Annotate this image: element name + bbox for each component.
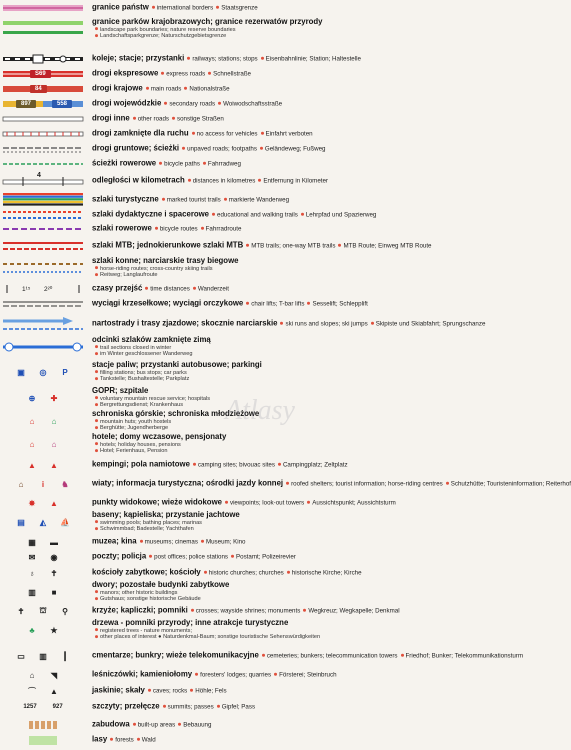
legend-title-pl: wiaty; informacja turystyczna; ośrodki jazdy konnej [92, 478, 284, 488]
legend-row [0, 157, 411, 171]
legend-row [0, 2, 411, 14]
legend-row [0, 387, 411, 409]
legend-title-en: MTB trails; one-way MTB trails [251, 242, 336, 250]
legend-title-pl: drogi gruntowe; ścieżki [92, 143, 180, 153]
legend-title-de: Nationalstraße [189, 85, 230, 93]
legend-title-pl: muzea; kina [92, 536, 137, 546]
legend-row [0, 733, 411, 747]
map-symbol-icon: ▦ [28, 537, 36, 547]
legend-symbol [0, 82, 86, 96]
legend-title-en: post offices; police stations [154, 553, 228, 561]
map-symbol-icon: ▲ [28, 460, 36, 470]
legend-title-de: Museum; Kino [205, 538, 246, 546]
legend-title-en: caves; rocks [152, 687, 188, 695]
legend-title-pl: drogi ekspresowe [92, 68, 159, 78]
map-symbol-icon: i [41, 479, 45, 489]
legend-row [0, 142, 411, 156]
legend-title-en: horse-riding routes; cross-country skiing trails [100, 265, 213, 272]
legend-title-de: Bebauung [183, 721, 212, 729]
legend-title-en: educational and walking trails [217, 211, 298, 219]
legend-symbol [0, 733, 86, 747]
map-symbol-icon: ⌂ [51, 439, 57, 449]
legend-title-de: Skipiste und Skiabfahrt; Sprungschanze [375, 320, 486, 328]
legend-title-en: landscape park boundaries; nature reserve boundaries [100, 26, 236, 33]
legend-row [0, 52, 411, 66]
map-symbol-icon: ⌂ [18, 479, 24, 489]
legend-text [92, 285, 407, 294]
legend-title-en: mountain huts; youth hostels [100, 418, 172, 425]
legend-title-en: filling stations; bus stops; car parks [100, 369, 187, 376]
legend-title-en: foresters' lodges; quarries [200, 671, 272, 679]
watermark: Atlasy [225, 395, 295, 426]
legend-title-alt: Gutshaus; sonstige historische Gebäude [100, 596, 201, 603]
legend-title-en: summits; passes [167, 703, 214, 711]
legend-title-pl: drzewa - pomniki przyrody; inne atrakcje turystyczne [92, 618, 289, 628]
legend-title-pl: odcinki szlaków zamknięte zimą [92, 335, 211, 345]
legend-text [92, 70, 407, 79]
legend-title-en: camping sites; bivouac sites [197, 461, 275, 469]
legend-symbol [0, 433, 86, 455]
legend-row [0, 237, 432, 255]
legend-text [92, 211, 407, 220]
map-symbol-icon: ⌂ [51, 416, 57, 426]
legend-title-en: built-up areas [137, 721, 176, 729]
legend-row [0, 67, 411, 81]
legend-text [92, 300, 407, 309]
legend-title-de: markierte Wanderweg [228, 196, 290, 204]
legend-symbol [0, 473, 86, 495]
legend-title-pl: nartostrady i trasy zjazdowe; skocznie narciarskie [92, 318, 278, 328]
map-symbol-icon: ■ [51, 587, 57, 597]
legend-title-pl: drogi wojewódzkie [92, 98, 162, 108]
legend-row [0, 433, 411, 455]
legend-title-de: sonstige Straßen [177, 115, 224, 123]
map-symbol-icon: ⌒ [28, 686, 36, 696]
legend-title-de: Försterei; Steinbruch [279, 671, 337, 679]
legend-symbol [0, 157, 86, 171]
legend-title-de: Postamt; Polizeirevier [236, 553, 296, 561]
legend-symbol [0, 237, 86, 255]
legend-title-en: manors; other historic buildings [100, 589, 178, 596]
legend-title-pl: szlaki konne; narciarskie trasy biegowe [92, 256, 239, 266]
map-symbol-icon: ◉ [50, 552, 58, 562]
legend-title-pl: leśniczówki; kamieniołomy [92, 669, 193, 679]
map-symbol-icon: ▲ [50, 498, 58, 508]
legend-title-de: Fahrradweg [207, 160, 241, 168]
legend-text [92, 569, 407, 578]
legend-row [0, 668, 411, 682]
legend-title-de: Eisenbahnlinie; Station; Haltestelle [265, 55, 361, 63]
legend-row [0, 581, 411, 603]
legend-title-en: main roads [150, 85, 182, 93]
elevation-label: 927 [52, 704, 63, 710]
elevation-label: 1257 [23, 704, 37, 710]
legend-title-pl: szlaki MTB; jednokierunkowe szlaki MTB [92, 240, 244, 250]
legend-text [92, 581, 407, 603]
legend-text [92, 703, 407, 712]
legend-row [0, 698, 411, 716]
legend-title-en: trail sections closed in winter [100, 344, 172, 351]
legend-title-pl: drogi inne [92, 113, 130, 123]
legend-title-de: Schnellstraße [213, 70, 252, 78]
legend-title-pl: granice państw [92, 2, 149, 12]
legend-title-de: Aussichtspunkt; Aussichtsturm [312, 499, 396, 507]
legend-title-de: Wegkreuz; Wegkapelle; Denkmal [308, 607, 400, 615]
legend-symbol [0, 387, 86, 409]
legend-text [92, 687, 407, 696]
legend-title-pl: drogi krajowe [92, 83, 143, 93]
legend-title-pl: hotele; domy wczasowe, pensjonaty [92, 432, 227, 442]
legend-row [0, 127, 411, 141]
legend-title-de: Campingplatz; Zeltplatz [282, 461, 348, 469]
legend-text [92, 511, 407, 533]
map-symbol-icon: ⌂ [29, 670, 35, 680]
map-symbol-icon: ▲ [50, 686, 58, 696]
legend-title-en: museums; cinemas [144, 538, 198, 546]
legend-title-pl: ścieżki rowerowe [92, 158, 157, 168]
legend-text [92, 4, 407, 13]
legend-title-en: express roads [166, 70, 206, 78]
legend-title-pl: odległości w kilometrach [92, 175, 185, 185]
legend-title-pl: poczty; policja [92, 551, 147, 561]
legend-row [0, 473, 571, 495]
legend-text [92, 650, 524, 661]
legend-symbol [0, 684, 86, 698]
legend-symbol [0, 112, 86, 126]
legend-row [0, 82, 411, 96]
legend-title-alt: Tankstelle; Bushaltestelle; Parkplatz [100, 376, 190, 383]
legend-symbol [0, 535, 86, 549]
legend-title-de: Woiwodschaftsstraße [223, 100, 283, 108]
distance-number: 4 [37, 172, 41, 179]
legend-row [0, 16, 411, 42]
legend-title-pl: granice parków krajobrazowych; granice rezerwatów przyrody [92, 17, 323, 27]
legend-title-en: marked tourist trails [166, 196, 221, 204]
legend-title-de: Wanderzeit [197, 285, 229, 293]
legend-text [92, 196, 407, 205]
legend-symbol [0, 619, 86, 641]
legend-text [92, 619, 407, 641]
legend-text [92, 410, 407, 432]
legend-text [92, 336, 407, 358]
legend-row [0, 496, 411, 510]
legend-title-en: viewpoints; look-out towers [229, 499, 305, 507]
legend-title-en: secondary roads [169, 100, 216, 108]
road-number-shield: 84 [30, 85, 47, 93]
map-symbol-icon: ✝ [17, 606, 25, 616]
legend-symbol [0, 566, 86, 580]
map-symbol-icon: ★ [50, 625, 58, 635]
legend-title-en: bicycle paths [164, 160, 200, 168]
legend-text [92, 145, 407, 154]
legend-row [0, 619, 411, 641]
legend-title-alt: im Winter geschlossener Wanderweg [100, 351, 193, 358]
legend-title-pl: szlaki rowerowe [92, 223, 152, 233]
legend-title-de: MTB Route; Einweg MTB Route [343, 242, 432, 250]
legend-text [92, 177, 407, 186]
legend-title-en: other roads [137, 115, 169, 123]
map-symbol-icon: ◎ [39, 367, 47, 377]
legend-row [0, 550, 411, 564]
legend-title-pl: szlaki dydaktyczne i spacerowe [92, 209, 210, 219]
map-symbol-icon: ⛫ [39, 606, 47, 615]
legend-title-pl: wyciągi krzesełkowe; wyciągi orczykowe [92, 298, 244, 308]
legend-text [92, 100, 407, 109]
map-symbol-icon: ✚ [50, 393, 58, 403]
legend-title-pl: szlaki turystyczne [92, 194, 159, 204]
legend-row [0, 172, 411, 190]
legend-text [92, 538, 407, 547]
legend-text [92, 130, 407, 139]
legend-title-en: unpaved roads; footpaths [187, 145, 257, 153]
map-symbol-icon: ▬ [50, 537, 58, 547]
map-symbol-icon: ▥ [28, 587, 36, 597]
legend-text [92, 387, 407, 409]
legend-symbol [0, 257, 86, 279]
legend-title-en: swimming pools; bathing places; marinas [100, 519, 202, 526]
road-number-shield: 897 [16, 100, 36, 108]
legend-title-en: chair lifts; T-bar lifts [251, 300, 305, 308]
legend-text [92, 240, 432, 251]
legend-title-pl: GOPR; szpitale [92, 386, 149, 396]
legend-title-en: bicycle routes [159, 225, 198, 233]
legend-row [0, 313, 486, 335]
legend-title-pl: krzyże; kapliczki; pomniki [92, 605, 188, 615]
legend-title-en: no access for vehicles [196, 130, 258, 138]
legend-title-pl: punkty widokowe; wieże widokowe [92, 497, 222, 507]
legend-title-en: ski runs and slopes; ski jumps [285, 320, 368, 328]
legend-symbol [0, 410, 86, 432]
legend-title-de: Entfernung in Kilometer [263, 177, 328, 185]
legend-symbol [0, 550, 86, 564]
legend-row [0, 718, 411, 732]
legend-row [0, 97, 411, 111]
legend-symbol [0, 361, 86, 383]
walking-time-label: 2²⁰ [44, 286, 53, 293]
legend-symbol [0, 698, 86, 716]
road-number-shield: 558 [52, 100, 72, 108]
legend-symbol [0, 496, 86, 510]
legend-symbol [0, 172, 86, 190]
forest-swatch [29, 736, 57, 745]
map-symbol-icon: ⚲ [62, 606, 68, 616]
legend-row [0, 222, 411, 236]
legend-symbol [0, 645, 86, 667]
legend-title-en: distances in kilometres [192, 177, 256, 185]
legend-text [92, 499, 407, 508]
legend-title-alt: Landschaftsparkgrenze; Naturschutzgebietsgrenze [100, 33, 227, 40]
map-symbol-icon: ✉ [28, 552, 36, 562]
map-symbol-icon: ✸ [28, 498, 36, 508]
legend-symbol [0, 97, 86, 111]
legend-symbol [0, 581, 86, 603]
map-symbol-icon: ┃ [62, 651, 68, 661]
legend-row [0, 566, 411, 580]
map-symbol-icon: ⊕ [28, 393, 36, 403]
legend-row [0, 535, 411, 549]
map-symbol-icon: ▭ [17, 651, 25, 661]
map-symbol-icon: ⌂ [29, 439, 35, 449]
legend-title-pl: baseny; kąpieliska; przystanie jachtowe [92, 510, 240, 520]
map-symbol-icon: P [62, 367, 68, 377]
legend-row [0, 645, 524, 667]
legend-text [92, 433, 407, 455]
legend-text [92, 736, 407, 745]
legend-title-pl: zabudowa [92, 719, 130, 729]
legend-row [0, 361, 411, 383]
legend-row [0, 257, 411, 279]
legend-title-pl: czasy przejść [92, 283, 143, 293]
legend-text [92, 671, 407, 680]
legend-row [0, 297, 411, 311]
legend-symbol [0, 718, 86, 732]
legend-title-en: railways; stations; stops [192, 55, 258, 63]
map-symbol-icon: ♞ [61, 479, 69, 489]
legend-title-pl: kempingi; pola namiotowe [92, 459, 190, 469]
legend-row [0, 112, 411, 126]
legend-title-alt: other places of interest ● Naturdenkmal-Baum; sonstige touristische Sehenswürdigkeiten [100, 634, 321, 641]
legend-title-pl: koleje; stacje; przystanki [92, 53, 185, 63]
legend-title-pl: kościoły zabytkowe; kościoły [92, 567, 201, 577]
map-symbol-icon: ♣ [29, 625, 35, 635]
map-symbol-icon: ▥ [39, 651, 47, 661]
legend-title-de: Friedhof; Bunker; Telekommunikationsturm [405, 652, 524, 660]
legend-title-en: registered trees - nature monuments; [100, 627, 193, 634]
legend-title-pl: cmentarze; bunkry; wieże telekomunikacyjne [92, 650, 259, 660]
legend-title-en: forests [115, 736, 134, 744]
legend-symbol [0, 282, 86, 296]
legend-title-en: cemeteries; bunkers; telecommunication towers [266, 652, 398, 660]
legend-symbol [0, 458, 86, 472]
legend-title-alt: Hotel; Ferienhaus, Pension [100, 448, 168, 455]
map-symbol-icon: ◭ [39, 517, 47, 527]
legend-title-de: Schutzhütte; Touristeninformation; Reiterhof [450, 480, 571, 488]
legend-title-en: international borders [156, 4, 214, 12]
legend-text [92, 55, 407, 64]
legend-text [92, 361, 407, 383]
legend-text [92, 607, 407, 616]
legend-text [92, 115, 407, 124]
legend-title-de: Gipfel; Pass [221, 703, 256, 711]
walking-time-label: 1¹⁵ [22, 285, 31, 293]
map-symbol-icon: ◥ [50, 670, 58, 680]
legend-symbol [0, 511, 86, 533]
legend-row [0, 282, 411, 296]
legend-title-en: time distances [150, 285, 190, 293]
legend-symbol [0, 16, 86, 42]
map-symbol-icon: ⌂ [29, 416, 35, 426]
legend-text [92, 721, 407, 730]
legend-title-en: crosses; wayside shrines; monuments [195, 607, 301, 615]
legend-text [92, 85, 407, 94]
map-symbol-icon: ⛵ [60, 517, 70, 527]
legend-symbol [0, 336, 86, 358]
legend-title-de: Einfahrt verboten [265, 130, 313, 138]
legend-title-pl: szczyty; przełęcze [92, 701, 160, 711]
map-symbol-icon: ▤ [17, 517, 25, 527]
legend-title-de: historische Kirche; Kirche [291, 569, 362, 577]
legend-title-en: voluntary mountain rescue service; hospitals [100, 395, 211, 402]
legend-text [92, 553, 407, 562]
legend-symbol [0, 668, 86, 682]
legend-row [0, 458, 411, 472]
map-symbol-icon: ▣ [17, 367, 25, 377]
legend-row [0, 410, 411, 432]
legend-title-alt: Bergrettungsdienst; Krankenhaus [100, 402, 184, 409]
legend-symbol [0, 222, 86, 236]
legend-text [92, 160, 407, 169]
legend-title-pl: schroniska górskie; schroniska młodzieżowe [92, 409, 260, 419]
legend-text [92, 257, 407, 279]
legend-title-pl: drogi zamknięte dla ruchu [92, 128, 189, 138]
legend-symbol [0, 67, 86, 81]
legend-title-de: Lehrpfad und Spazierweg [305, 211, 377, 219]
legend-symbol [0, 127, 86, 141]
map-symbol-icon: ▲ [50, 460, 58, 470]
legend-text [92, 461, 407, 470]
legend-row [0, 684, 411, 698]
legend-title-pl: jaskinie; skały [92, 685, 145, 695]
legend-title-de: Höhle; Fels [195, 687, 227, 695]
legend-title-de: Staatsgrenze [221, 4, 258, 12]
legend-title-en: hotels; holiday houses, pensions [100, 441, 181, 448]
legend-title-pl: stacje paliw; przystanki autobusowe; parkingi [92, 360, 262, 370]
legend-symbol [0, 52, 86, 66]
legend-title-pl: lasy [92, 734, 108, 744]
legend-title-alt: Reitweg; Langlaufroute [100, 272, 158, 279]
legend-symbol [0, 142, 86, 156]
legend-title-de: Geländeweg; Fußweg [264, 145, 326, 153]
legend-title-alt: Berghütte; Jugendherberge [100, 425, 169, 432]
legend-text [92, 478, 571, 489]
legend-symbol [0, 313, 86, 335]
legend-title-de: Wald [141, 736, 156, 744]
legend-title-pl: dwory; pozostałe budynki zabytkowe [92, 580, 230, 590]
legend-text [92, 225, 407, 234]
legend-title-de: Sesselift; Schlepplift [312, 300, 368, 308]
map-symbol-icon: ♁ [29, 568, 35, 578]
legend-symbol [0, 2, 86, 14]
road-number-shield: S69 [30, 70, 51, 78]
built-up-area-swatch [29, 721, 57, 729]
legend-text [92, 318, 486, 329]
legend-title-alt: Schwimmbad; Badestelle; Yachthafen [100, 526, 194, 533]
legend-symbol [0, 297, 86, 311]
legend-title-en: historic churches; churches [208, 569, 284, 577]
map-symbol-icon: ✝ [50, 568, 58, 578]
legend-row [0, 511, 411, 533]
legend-symbol [0, 604, 86, 618]
legend-row [0, 336, 411, 358]
legend-text [92, 18, 407, 40]
legend-row [0, 604, 411, 618]
legend-title-en: roofed shelters; tourist information; horse-riding centres [291, 480, 443, 488]
legend-title-de: Fahrradroute [205, 225, 242, 233]
